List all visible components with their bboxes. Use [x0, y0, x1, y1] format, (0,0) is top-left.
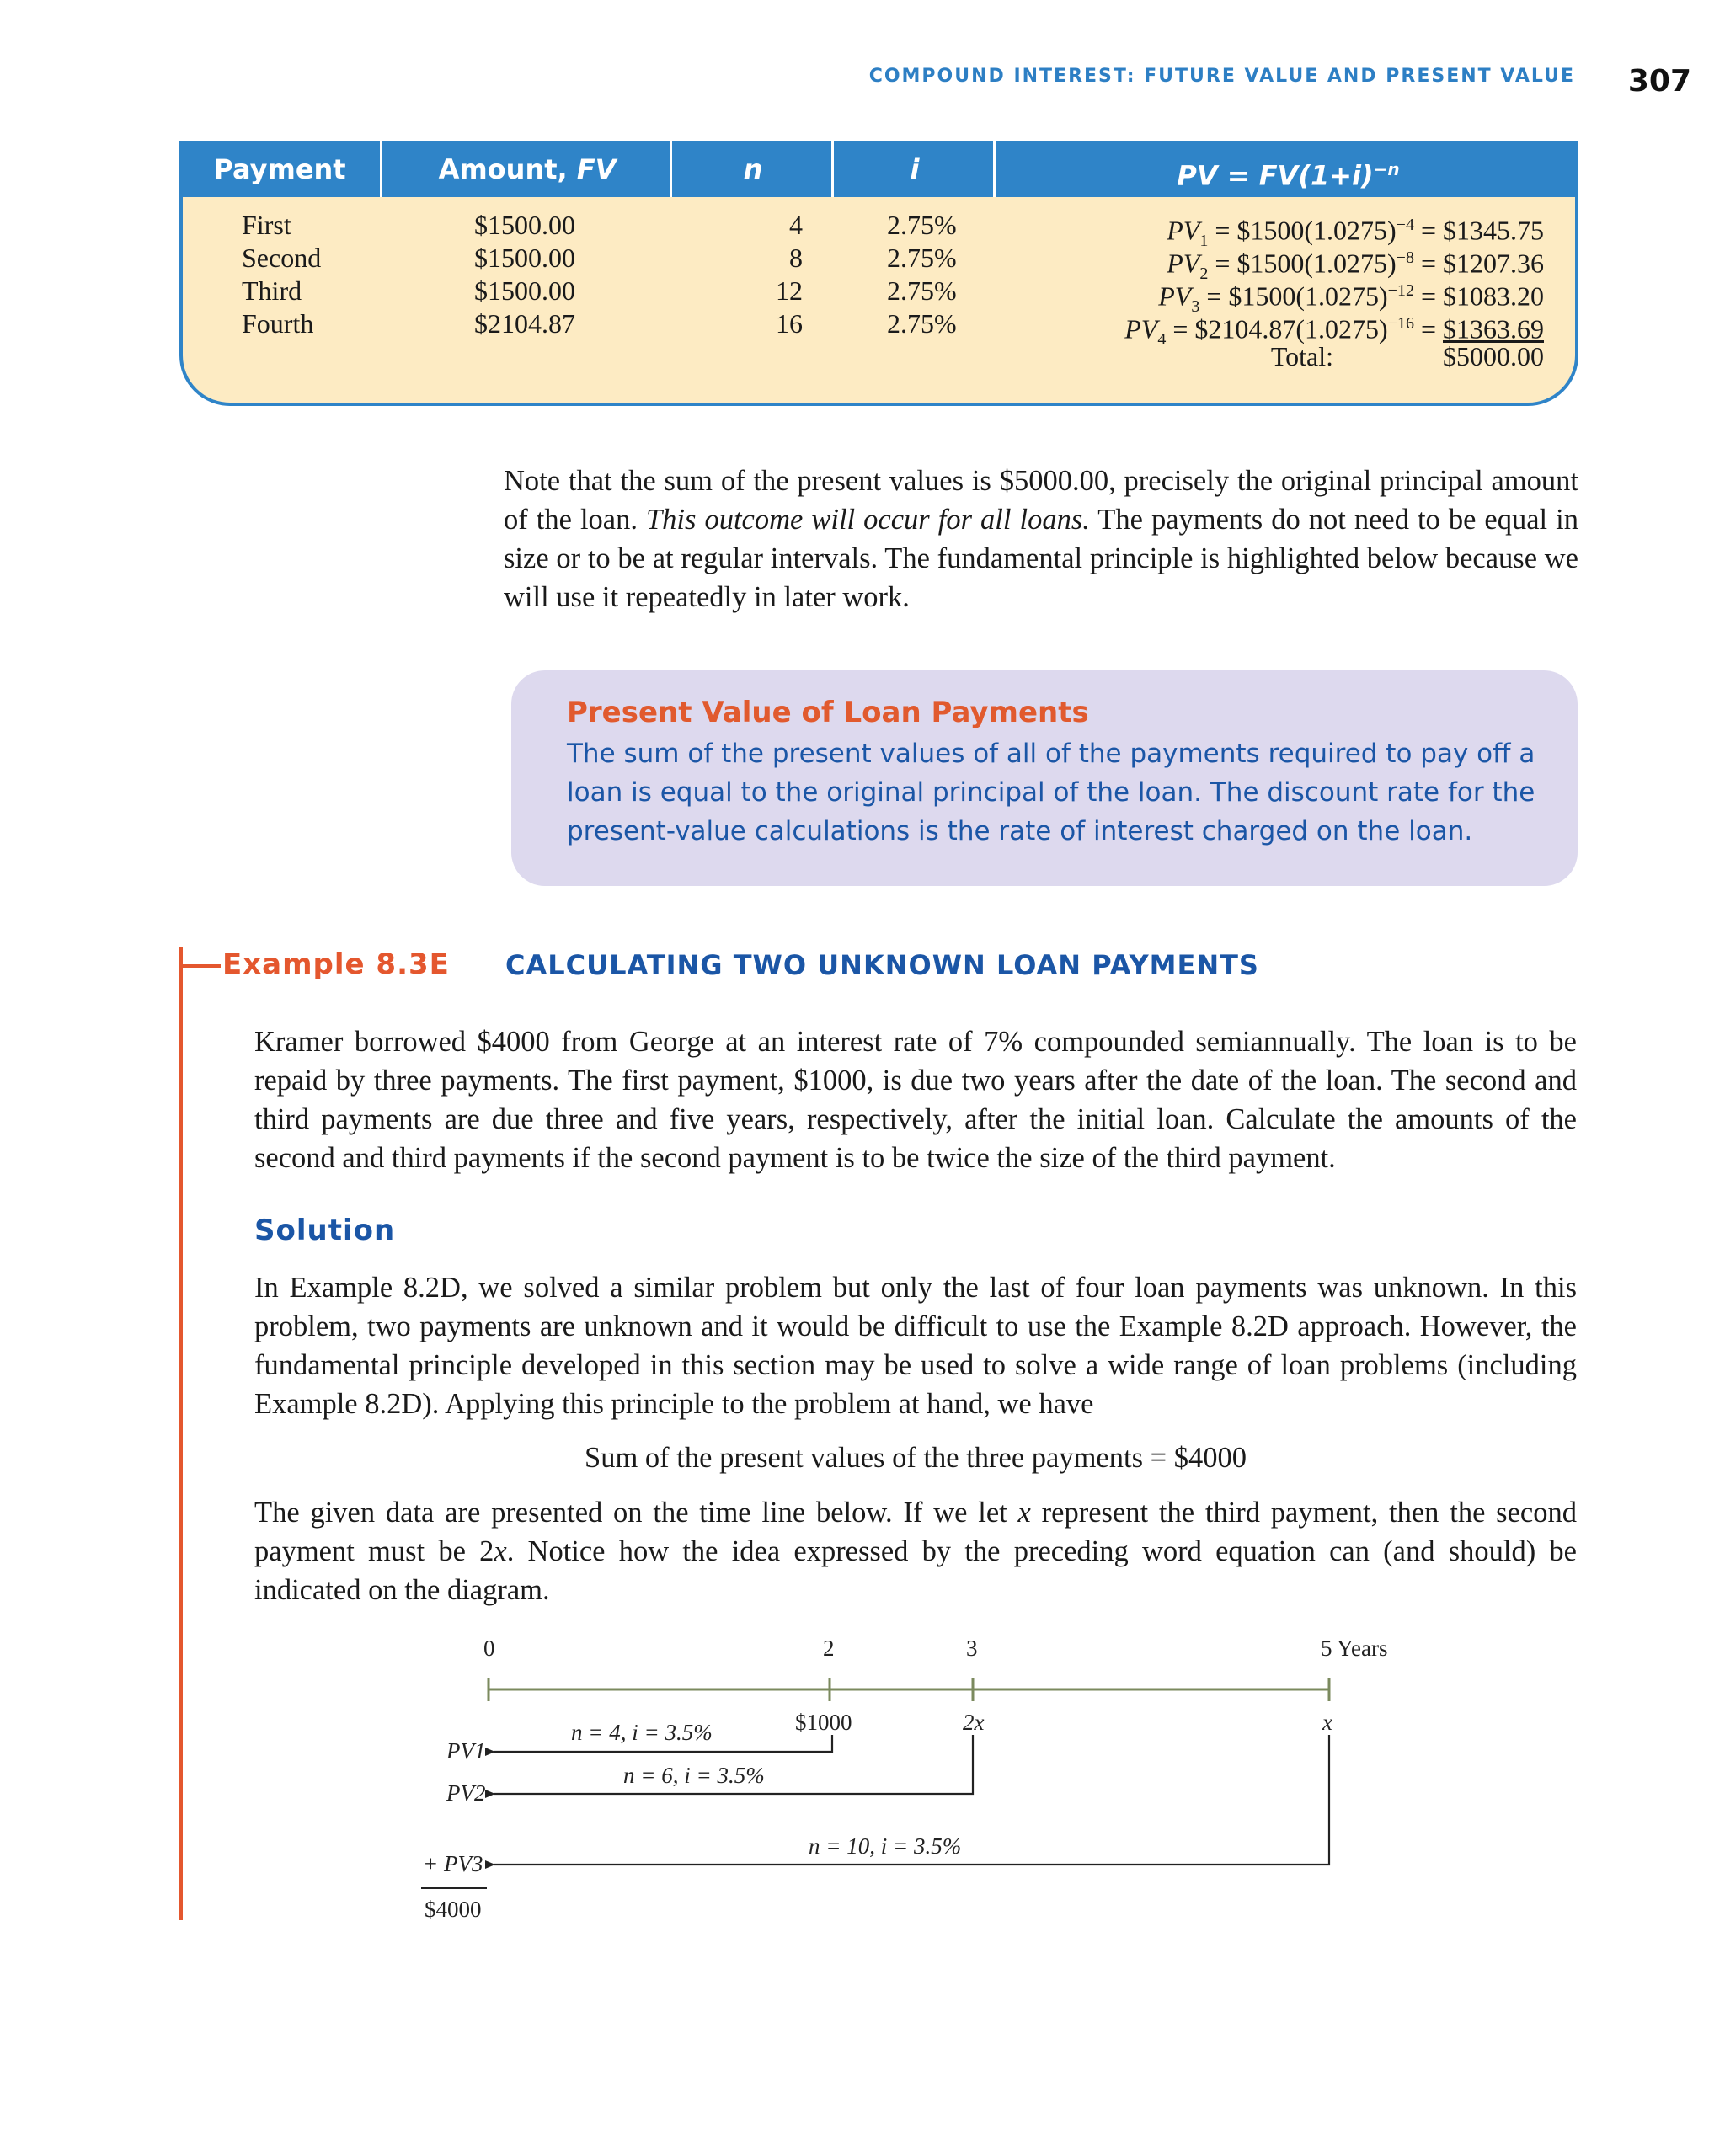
example-title: CALCULATING TWO UNKNOWN LOAN PAYMENTS: [505, 949, 1259, 981]
page-number: 307: [1627, 64, 1691, 99]
pv2-label: PV2: [446, 1780, 486, 1806]
running-head: COMPOUND INTEREST: FUTURE VALUE AND PRESENT VALUE: [868, 66, 1575, 87]
tick-label-5-years: 5 Years: [1321, 1636, 1388, 1661]
pv1-label: PV1: [446, 1738, 486, 1764]
solution-paragraph-1: In Example 8.2D, we solved a similar problem but only the last of four loan payments was unknown. In this problem, two payments are unknown and it would be difficult to use the Example 8.2D approach. However, the fundamental principle developed in this section may be used to solve a wide range of loan problems (including Example 8.2D). Applying this principle to the problem at hand, we have: [254, 1272, 1577, 1420]
cell-pv-total: Total: $5000.00: [1270, 341, 1544, 371]
cell-amount: $2104.87: [474, 308, 575, 339]
tick-label-2: 2: [823, 1636, 835, 1661]
principle-text: The sum of the present values of all of the payments required to pay off a loan is equal to the original principal of the loan. The discount rate for the present-value calculations is the rate of interest charged on the loan.: [567, 739, 1535, 846]
cell-pv-row-2: $PV_2$ = $\$1500(1.0275)^{-8}$ = $1207.36: [1167, 248, 1544, 284]
arrow3-label: n = 10, i = 3.5%: [809, 1833, 962, 1859]
example-problem: Kramer borrowed $4000 from George at an interest rate of 7% compounded semiannually. The loan is to be repaid by three payments. The first payment, $1000, is due two years after the date of the loan. The second and third payments are due three and five years, respectively, after the initial loan. Calculate the amounts of the second and third payments if the second payment is to be twice the size of the third payment.: [254, 1026, 1577, 1174]
payment-label-x: x: [1322, 1710, 1332, 1735]
cell-pv-row-3: $PV_3$ = $\$1500(1.0275)^{-12}$ = $1083.20: [1158, 280, 1544, 317]
arrow1-label: n = 4, i = 3.5%: [571, 1720, 713, 1745]
payment-label-2x: 2x: [963, 1710, 985, 1735]
example-label: Example 8.3E: [222, 947, 450, 981]
cell-amount: $1500.00: [474, 243, 575, 273]
payment-label-1000: $1000: [795, 1710, 852, 1735]
tick-label-3: 3: [966, 1636, 978, 1661]
cell-i: 2.75%: [887, 275, 957, 306]
cell-i: 2.75%: [887, 308, 957, 339]
principle-title: Present Value of Loan Payments: [567, 696, 1089, 729]
cell-n: 16: [776, 308, 803, 339]
cell-n: 4: [789, 210, 803, 240]
solution-paragraph-2: The given data are presented on the time line below. If we let x represent the third payment, then the second payment must be 2x. Notice how the idea expressed by the preceding word equation can (and should) be indicated on the diagram.: [254, 1497, 1577, 1606]
tick-label-0: 0: [483, 1636, 495, 1661]
word-equation: Sum of the present values of the three payments = $4000: [585, 1442, 1247, 1474]
sum-total-4000: $4000: [425, 1897, 482, 1922]
col-header-amount: Amount, FV: [380, 141, 672, 197]
cell-amount: $1500.00: [474, 275, 575, 306]
col-header-payment: Payment: [213, 153, 346, 185]
solution-heading: Solution: [254, 1214, 396, 1247]
cell-i: 2.75%: [887, 243, 957, 273]
cell-payment: Fourth: [242, 308, 314, 339]
cell-n: 12: [776, 275, 803, 306]
cell-payment: Second: [242, 243, 322, 273]
note-paragraph: Note that the sum of the present values is $5000.00, precisely the original principal amount of the loan. This outcome will occur for all loans. The payments do not need to be equal in size or to be at regular intervals. The fundamental principle is highlighted below because we will use it repeatedly in later work.: [504, 465, 1578, 613]
pv3-label: + PV3: [423, 1851, 483, 1876]
cell-i: 2.75%: [887, 210, 957, 240]
cell-pv-row-4: $PV_4$ = $\$2104.87(1.0275)^{-16}$ = $1363.69: [1124, 313, 1544, 350]
cell-payment: First: [242, 210, 291, 240]
cell-n: 8: [789, 243, 803, 273]
col-header-n: n: [670, 141, 834, 197]
col-header-pv-formula: PV = $FV(1+i)^{-n}$: [993, 141, 1581, 197]
cell-payment: Third: [242, 275, 302, 306]
col-header-i: i: [831, 141, 996, 197]
cell-amount: $1500.00: [474, 210, 575, 240]
arrow2-label: n = 6, i = 3.5%: [623, 1763, 765, 1788]
cell-pv-row-1: $PV_1$ = $\$1500(1.0275)^{-4}$ = $1345.75: [1167, 215, 1544, 251]
